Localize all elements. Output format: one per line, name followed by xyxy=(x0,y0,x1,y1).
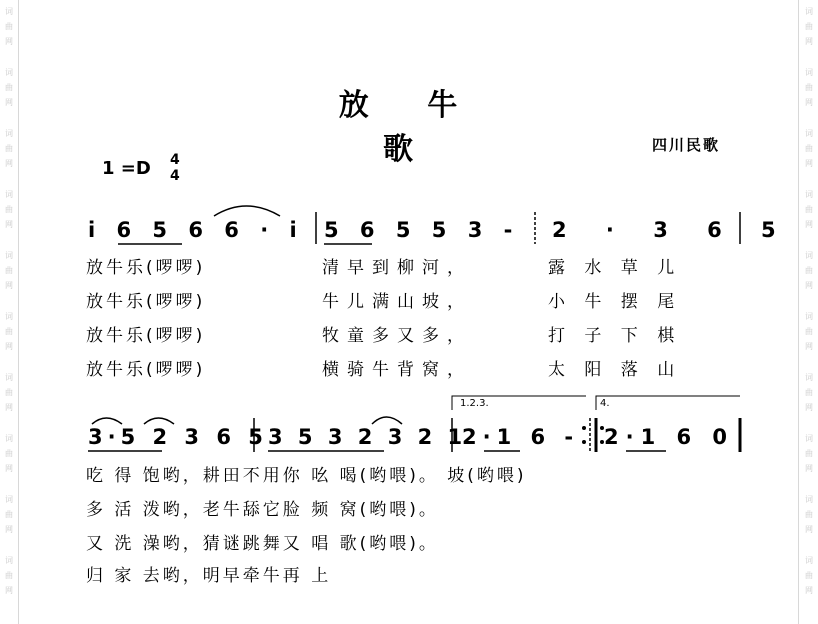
key-signature: 1 =D xyxy=(102,158,151,179)
watermark-stamp: 词 曲 网 xyxy=(805,373,813,412)
line2-measure1: 3·5 2 3 6 5 xyxy=(88,425,268,449)
watermark-stamp: 词 曲 网 xyxy=(5,373,13,412)
watermark-stamp: 词 曲 网 xyxy=(5,251,13,290)
line1-measure1: i 6 5 6 6 · i xyxy=(88,218,304,242)
song-genre: 四川民歌 xyxy=(652,136,721,154)
verse4-part-a: 放牛乐(啰啰) xyxy=(86,360,206,380)
verse1-part-a: 放牛乐(啰啰) xyxy=(86,258,206,278)
first-ending-label: 1.2.3. xyxy=(460,398,489,409)
watermark-stamp: 词 曲 网 xyxy=(5,434,13,473)
verse3-part-c: 打 子 下 棋 xyxy=(548,326,682,346)
verse4-part-c: 太 阳 落 山 xyxy=(548,360,682,380)
watermark-stamp: 词 曲 网 xyxy=(5,190,13,229)
verse3-part-a: 放牛乐(啰啰) xyxy=(86,326,206,346)
watermark-stamp: 词 曲 网 xyxy=(5,495,13,534)
watermark-stamp: 词 曲 网 xyxy=(805,190,813,229)
slur xyxy=(144,418,174,424)
watermark-stamp: 词 曲 网 xyxy=(5,68,13,107)
watermark-stamp: 词 曲 网 xyxy=(805,434,813,473)
repeat-dot xyxy=(600,440,604,444)
verse4-part-b: 横骑牛背窝， xyxy=(322,360,472,380)
time-signature-bottom: 4 xyxy=(170,168,180,184)
watermark-stamp: 词 曲 网 xyxy=(805,556,813,595)
watermark-stamp: 词 曲 网 xyxy=(805,7,813,46)
repeat-dot xyxy=(600,426,604,430)
verse3-part-d: 又 洗 澡哟，猜谜跳舞又 唱 歌(哟喂)。 xyxy=(86,534,439,554)
line2-measure3: 2·1 6 - xyxy=(462,425,580,449)
repeat-dot xyxy=(582,440,586,444)
verse2-part-a: 放牛乐(啰啰) xyxy=(86,292,206,312)
verse4-part-d: 归 家 去哟，明早牵牛再 上 xyxy=(86,566,332,586)
second-ending-label: 4. xyxy=(600,398,610,409)
watermark-stamp: 词 曲 网 xyxy=(805,68,813,107)
verse1-part-c: 露 水 草 儿 xyxy=(548,258,682,278)
watermark-stamp: 词 曲 网 xyxy=(5,312,13,351)
line1-measure3: 2 · 3 6 5 xyxy=(552,218,792,242)
time-signature-top: 4 xyxy=(170,152,180,168)
verse1-part-b: 清早到柳河， xyxy=(322,258,472,278)
slur xyxy=(372,417,402,424)
slur xyxy=(214,206,280,216)
verse2-part-c: 小 牛 摆 尾 xyxy=(548,292,682,312)
verse2-part-b: 牛儿满山坡， xyxy=(322,292,472,312)
slur xyxy=(92,418,122,424)
watermark-stamp: 词 曲 网 xyxy=(5,7,13,46)
watermark-stamp: 词 曲 网 xyxy=(805,495,813,534)
watermark-stamp: 词 曲 网 xyxy=(805,251,813,290)
watermark-stamp: 词 曲 网 xyxy=(805,312,813,351)
line2-measure4: 2·1 6 0 xyxy=(604,425,735,449)
repeat-dot xyxy=(582,426,586,430)
watermark-stamp: 词 曲 网 xyxy=(805,129,813,168)
verse3-part-b: 牧童多又多， xyxy=(322,326,472,346)
line2-measure2: 3 5 3 2 3 2 1 xyxy=(268,425,467,449)
line1-measure2: 5 6 5 5 3 - xyxy=(324,218,520,242)
second-ending-bracket xyxy=(596,396,740,410)
first-ending-bracket xyxy=(452,396,586,410)
song-title: 放 牛 歌 xyxy=(338,88,482,167)
verse2-part-d: 多 活 泼哟，老牛舔它脸 频 窝(哟喂)。 xyxy=(86,500,439,520)
watermark-stamp: 词 曲 网 xyxy=(5,556,13,595)
verse1-part-d: 吃 得 饱哟，耕田不用你 吆 喝(哟喂)。 坡(哟喂) xyxy=(86,466,527,486)
watermark-stamp: 词 曲 网 xyxy=(5,129,13,168)
